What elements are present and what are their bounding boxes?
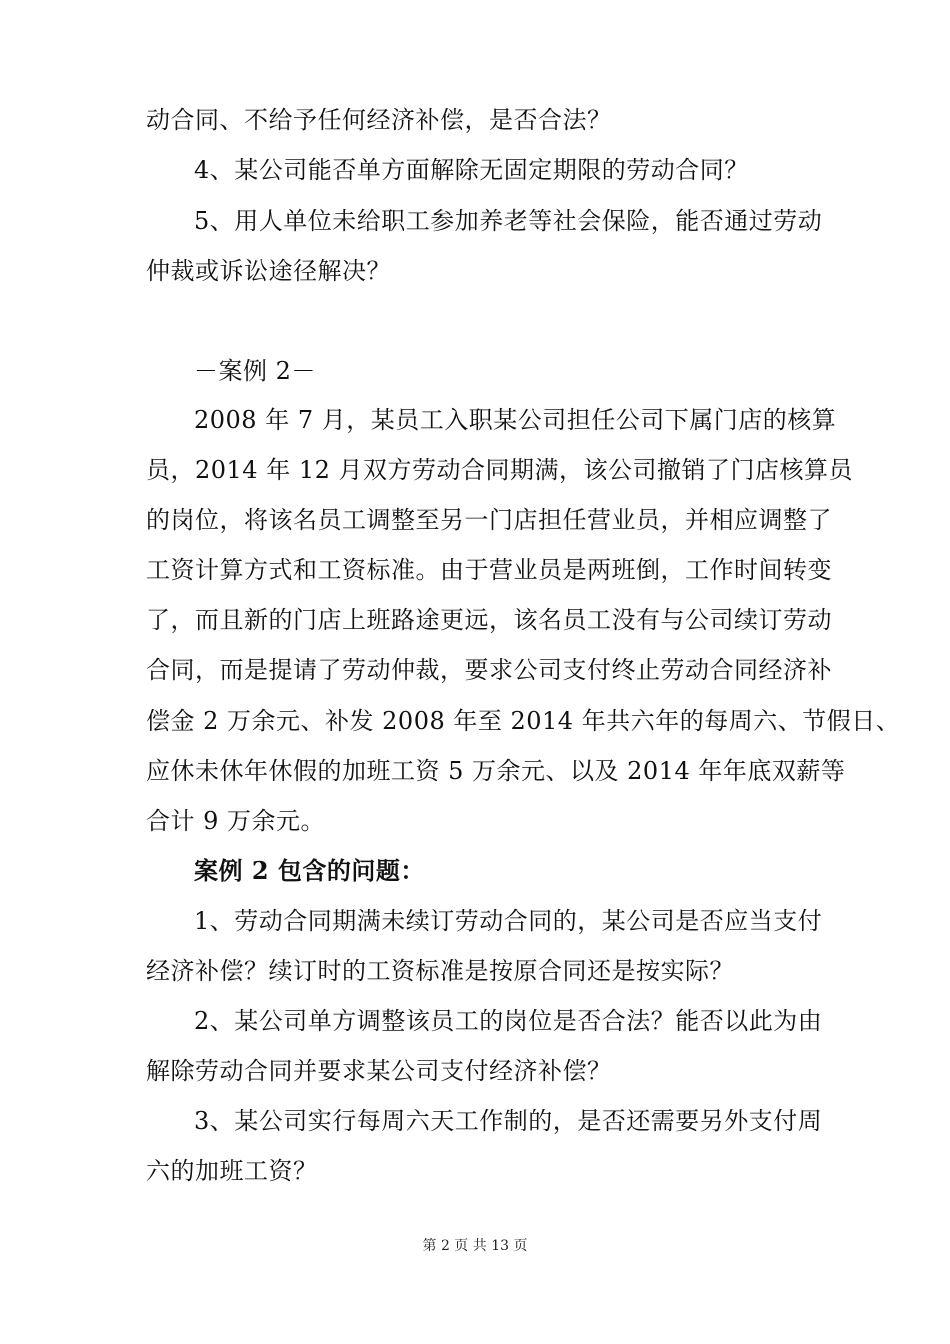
question-5-cont: 仲裁或诉讼途径解决？ — [146, 257, 391, 285]
case-2-paragraph-line-3: 的岗位，将该名员工调整至另一门店担任营业员，并相应调整了 — [146, 506, 832, 534]
case-2-question-2: 2、某公司单方调整该员工的岗位是否合法？能否以此为由 — [194, 1007, 823, 1035]
case-2-paragraph-line-6: 合同，而是提请了劳动仲裁，要求公司支付终止劳动合同经济补 — [146, 656, 832, 684]
case-2-paragraph-line-7: 偿金 2 万余元、补发 2008 年至 2014 年共六年的每周六、节假日、 — [146, 707, 901, 735]
case-2-question-3-cont: 六的加班工资？ — [146, 1157, 318, 1185]
question-4: 4、某公司能否单方面解除无固定期限的劳动合同？ — [194, 156, 749, 184]
text-line-1: 动合同、不给予任何经济补偿，是否合法？ — [146, 106, 612, 134]
case-2-paragraph-line-8: 应休未休年休假的加班工资 5 万余元、以及 2014 年年底双薪等 — [146, 757, 846, 785]
case-2-question-2-cont: 解除劳动合同并要求某公司支付经济补偿？ — [146, 1057, 612, 1085]
case-2-paragraph-line-9: 合计 9 万余元。 — [146, 807, 326, 835]
case-2-heading: －案例 2－ — [194, 357, 316, 385]
case-2-paragraph-line-1: 2008 年 7 月，某员工入职某公司担任公司下属门店的核算 — [194, 406, 837, 434]
case-2-questions-heading: 案例 2 包含的问题： — [194, 856, 425, 885]
case-2-question-3: 3、某公司实行每周六天工作制的，是否还需要另外支付周 — [194, 1107, 823, 1135]
question-5: 5、用人单位未给职工参加养老等社会保险，能否通过劳动 — [194, 207, 823, 235]
case-2-paragraph-line-2: 员，2014 年 12 月双方劳动合同期满，该公司撤销了门店核算员 — [146, 456, 854, 484]
case-2-paragraph-line-5: 了，而且新的门店上班路途更远，该名员工没有与公司续订劳动 — [146, 606, 832, 634]
page-number-footer: 第 2 页 共 13 页 — [422, 1238, 528, 1254]
case-2-question-1-cont: 经济补偿？续订时的工资标准是按原合同还是按实际？ — [146, 957, 734, 985]
case-2-paragraph-line-4: 工资计算方式和工资标准。由于营业员是两班倒，工作时间转变 — [146, 556, 832, 584]
case-2-question-1: 1、劳动合同期满未续订劳动合同的，某公司是否应当支付 — [194, 907, 823, 935]
